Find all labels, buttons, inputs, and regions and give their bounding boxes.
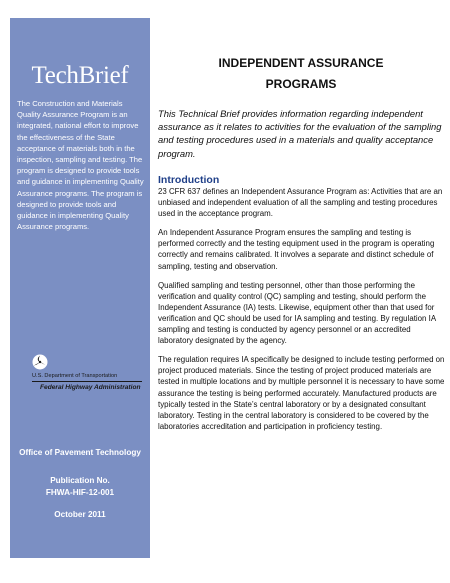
brief-summary: This Technical Brief provides information regarding independent assurance as it relates to activities for the evaluation of the sampling and testing procedures used in a materials and quality acceptance program. [158,108,442,159]
sidebar-panel [10,18,150,558]
agency-name: Federal Highway Administration [40,384,141,391]
techbrief-logo: TechBrief [31,62,129,89]
publication-number: FHWA-HIF-12-001 [45,488,115,497]
divider [32,381,142,382]
publication-date: October 2011 [54,510,106,519]
body-text [158,186,446,440]
paragraph: 23 CFR 637 defines an Independent Assurance Program as: Activities that are an unbiased and independent evaluation of all the sampling and testing procedures used in the acceptance program. [158,187,443,219]
document-title: INDEPENDENT ASSURANCE PROGRAMS [218,56,384,91]
program-description: The Construction and Materials Quality Assurance Program is an integrated, national effort to improve the effectiveness of the State acceptance of materials both in the inspection, sampling and testing. The program is designed to provide tools and guidance in implementing Quality Assurance programs. The program is designed to provide tools and guidance in implementing Quality Assurance programs. [17,99,144,232]
office-name: Office of Pavement Technology [19,448,141,457]
section-heading: Introduction [158,174,220,186]
dot-triskelion-icon [32,354,48,370]
dot-name: U.S. Department of Transportation [32,373,118,379]
paragraph: An Independent Assurance Program ensures the sampling and testing is performed correctly and the testing equipment used in the program is operating correctly and remains calibrated. It involves a separate and distinct schedule of sampling, testing and observation. [158,228,435,271]
paragraph: The regulation requires IA specifically be designed to include testing performed on project produced materials. Since the testing of project produced materials are tested in multiple locations and by multiple personnel it is necessary to have some assurance the testing is being performed accurately. Manufactured products are typically tested in the State’s central laboratory or by a designated consultant laboratory. Testing in the central laboratory is considered to be covered by the laboratories accreditation and participation in proficiency testing. [158,355,445,431]
paragraph: Qualified sampling and testing personnel, other than those performing the verification and quality control (QC) sampling and testing, should perform the Independent Assurance (IA) tests. Likewise, equipment other than that used for verification and QC should be used for IA sampling and testing. By regulation IA sampling and testing is conducted by agency personnel or an accredited laboratory designated by the agency. [158,280,436,346]
publication-label: Publication No. [50,476,110,485]
